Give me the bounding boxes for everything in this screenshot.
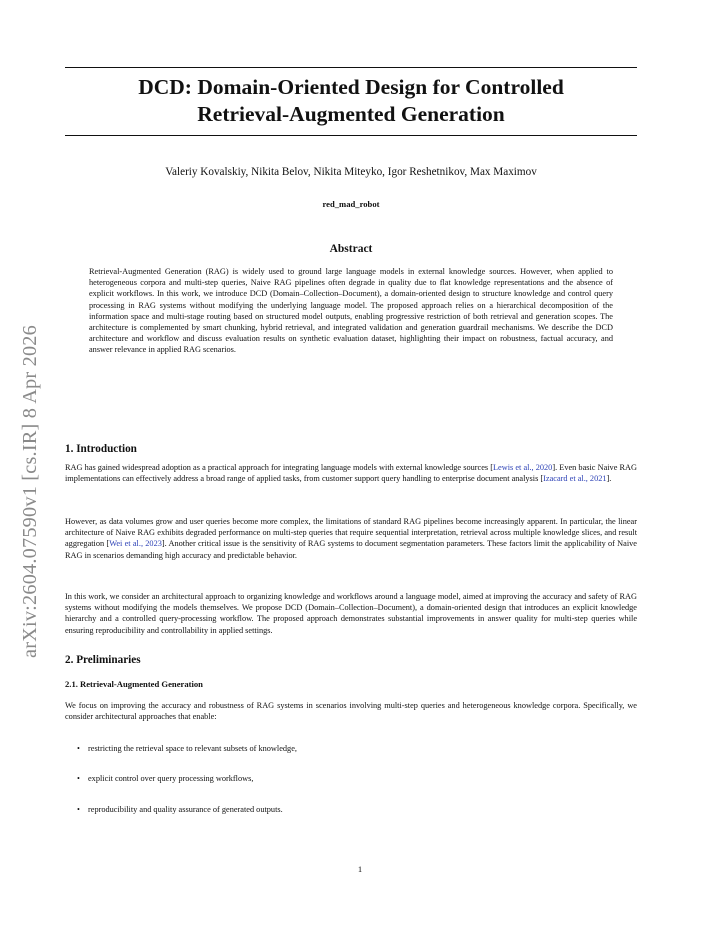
title-top-rule	[65, 67, 637, 68]
author-list: Valeriy Kovalskiy, Nikita Belov, Nikita Miteyko, Igor Reshetnikov, Max Maximov	[165, 166, 537, 178]
citation-link[interactable]: Wei et al., 2023	[109, 539, 162, 549]
list-item	[77, 744, 297, 753]
intro-p1-text-a: RAG has gained widespread adoption as a practical approach for integrating language models with external knowledge sources [	[65, 463, 493, 472]
paper-title-line-1: DCD: Domain-Oriented Design for Controlled	[138, 75, 564, 99]
section-heading-introduction: 1. Introduction	[65, 443, 137, 455]
bullet-icon: •	[77, 805, 80, 814]
paper-title-line-2: Retrieval-Augmented Generation	[197, 102, 505, 126]
title-bottom-rule	[65, 135, 637, 136]
citation-link[interactable]: Lewis et al., 2020	[492, 463, 553, 472]
list-item-text: reproducibility and quality assurance of generated outputs.	[88, 805, 283, 814]
bullet-icon: •	[77, 744, 80, 753]
citation-link[interactable]: Izacard et al., 2021	[543, 474, 607, 484]
abstract-heading: Abstract	[329, 243, 373, 255]
intro-p1-text-b: ]. Even basic Naive RAG implementations can effectively address a broad range of applied tasks, from customer support query handling to enterprise document analysis [	[65, 463, 638, 484]
abstract-text: Retrieval-Augmented Generation (RAG) is widely used to ground large language models in external knowledge sources. However, when applied to heterogeneous corpora and multi-step queries, Naive RAG pipelines often degrade in quality due to flat knowledge representations and the absence of explicit workflows. In this work, we introduce DCD (Domain–Collection–Document), a domain-oriented design to structure knowledge and control query processing in RAG systems without modifying the underlying language model. The proposed approach relies on a hierarchical decomposition of the information space and multi-stage routing based on structured model outputs, enabling progressive restriction of both retrieval and generation scopes. The architecture is complemented by smart chunking, hybrid retrieval, and integrated validation and generation guardrail mechanisms. We describe the DCD architecture and workflow and discuss evaluation results on synthetic evaluation dataset, highlighting their impact on robustness, factual accuracy, and answer relevance in applied RAG scenarios.	[89, 267, 613, 355]
intro-paragraph-1	[65, 462, 637, 484]
list-item-text: explicit control over query processing workflows,	[88, 774, 254, 783]
intro-p1-text-c: ].	[606, 474, 612, 484]
bullet-icon: •	[77, 774, 80, 783]
page-number: 1	[357, 864, 363, 874]
arxiv-identifier-stamp: arXiv:2604.07590v1 [cs.IR] 8 Apr 2026	[19, 325, 41, 658]
section-heading-preliminaries: 2. Preliminaries	[65, 654, 141, 666]
list-item-text: restricting the retrieval space to relevant subsets of knowledge,	[88, 744, 297, 753]
intro-paragraph-3: In this work, we consider an architectural approach to organizing knowledge and workflows around a language model, aimed at improving the accuracy and safety of RAG systems without modifying the models themselves. We propose DCD (Domain–Collection–Document), a domain-oriented design that introduces an explicit knowledge hierarchy and a controlled query-processing workflow. The proposed approach demonstrates substantial improvements in answer quality for multi-step queries while ensuring reproducibility and controllability in applied settings.	[65, 592, 637, 635]
list-item	[77, 774, 253, 783]
paper-title	[65, 74, 637, 128]
affiliation: red_mad_robot	[322, 199, 380, 209]
subsection-heading-rag: 2.1. Retrieval-Augmented Generation	[65, 679, 203, 689]
preliminaries-paragraph-1: We focus on improving the accuracy and robustness of RAG systems in scenarios involving multi-step queries and heterogeneous knowledge corpora. Specifically, we consider architectural approaches that enable:	[65, 701, 637, 722]
intro-p2-text-b: ]. Another critical issue is the sensitivity of RAG systems to document segmentation parameters. These factors limit the applicability of Naive RAG in scenarios demanding high accuracy and predictable behavior.	[65, 539, 637, 560]
intro-p2-text-a: However, as data volumes grow and user queries become more complex, the limitations of standard RAG pipelines become increasingly apparent. In particular, the linear architecture of Naive RAG exhibits degraded performance on multi-step queries that require sequential interpretation, retrieval across multiple knowledge slices, and result aggregation [	[65, 517, 637, 549]
list-item	[77, 805, 283, 814]
intro-paragraph-2	[65, 516, 637, 561]
